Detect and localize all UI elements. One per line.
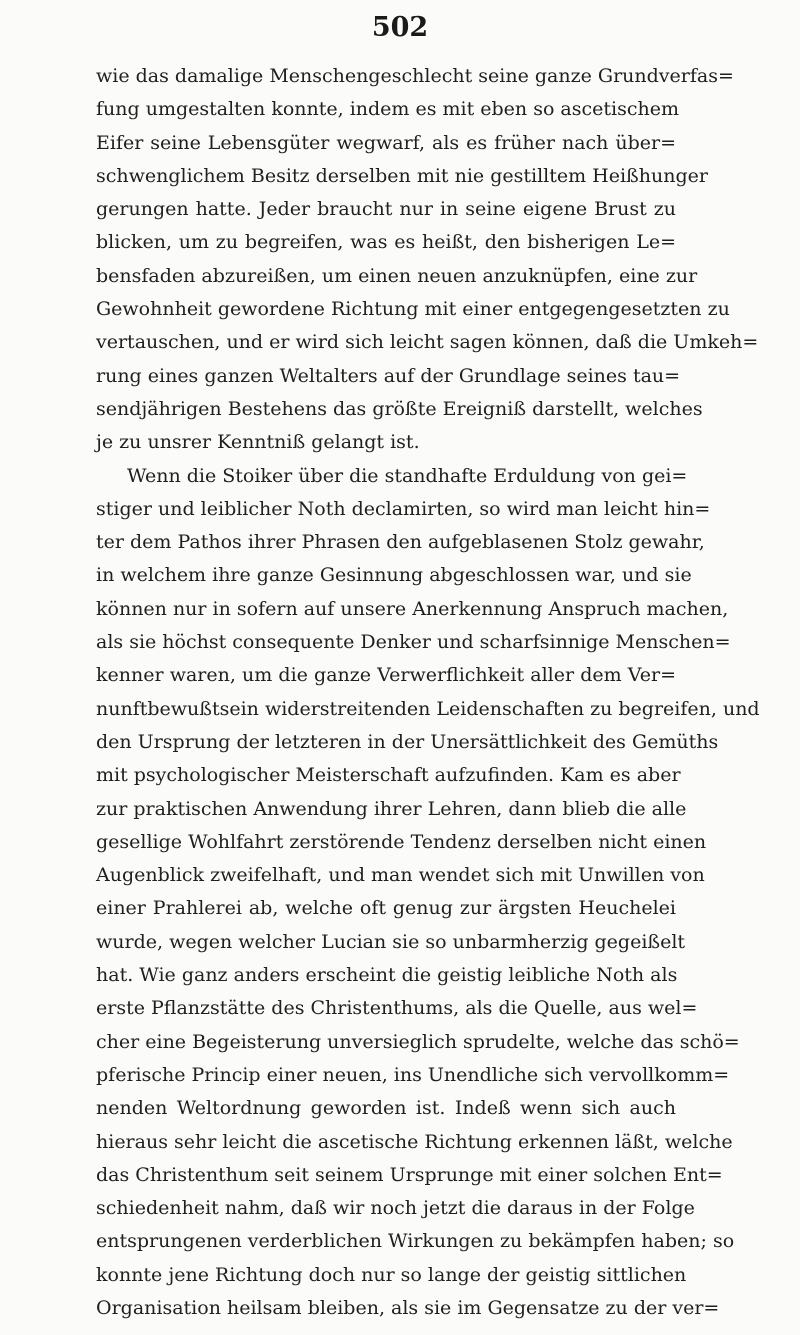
text-line: zur praktischen Anwendung ihrer Lehren, dann blieb die alle <box>96 797 687 820</box>
text-line: blicken, um zu begreifen, was es heißt, den bisherigen Le= <box>96 231 676 254</box>
text-line: Eifer seine Lebensgüter wegwarf, als es früher nach über= <box>96 131 676 154</box>
text-line: vertauschen, und er wird sich leicht sagen können, daß die Umkeh= <box>96 331 759 354</box>
text-line: wurde, wegen welcher Lucian sie so unbarmherzig gegeißelt <box>96 930 686 953</box>
text-line: das Christenthum seit seinem Ursprunge mit einer solchen Ent= <box>96 1163 723 1186</box>
text-line: pferische Princip einer neuen, ins Unendliche sich vervollkomm= <box>96 1063 730 1086</box>
body-text <box>96 60 760 1325</box>
text-line: fung umgestalten konnte, indem es mit eben so ascetischem <box>96 98 679 121</box>
text-line: in welchem ihre ganze Gesinnung abgeschlossen war, und sie <box>96 564 692 587</box>
text-line: nenden Weltordnung geworden ist. Indeß wenn sich auch <box>96 1097 676 1120</box>
text-line: erste Pflanzstätte des Christenthums, als die Quelle, aus wel= <box>96 997 698 1020</box>
text-line: gesellige Wohlfahrt zerstörende Tendenz derselben nicht einen <box>96 830 707 853</box>
text-line: sendjährigen Bestehens das größte Ereigniß darstellt, welches <box>96 397 703 420</box>
text-line: stiger und leiblicher Noth declamirten, so wird man leicht hin= <box>96 497 711 520</box>
text-line: je zu unsrer Kenntniß gelangt ist. <box>96 431 420 454</box>
text-line: mit psychologischer Meisterschaft aufzufinden. Kam es aber <box>96 764 681 787</box>
text-line: Organisation heilsam bleiben, als sie im Gegensatze zu der ver= <box>96 1296 720 1319</box>
text-line: als sie höchst consequente Denker und scharfsinnige Menschen= <box>96 631 731 654</box>
text-line: bensfaden abzureißen, um einen neuen anzuknüpfen, eine zur <box>96 264 698 287</box>
text-line: können nur in sofern auf unsere Anerkennung Anspruch machen, <box>96 597 729 620</box>
text-line: kenner waren, um die ganze Verwerflichkeit aller dem Ver= <box>96 664 676 687</box>
text-line: wie das damalige Menschengeschlecht seine ganze Grundverfas= <box>96 65 734 87</box>
text-line: hieraus sehr leicht die ascetische Richtung erkennen läßt, welche <box>96 1130 733 1153</box>
text-line: cher eine Begeisterung unversieglich sprudelte, welche das schö= <box>96 1030 740 1053</box>
text-line: schwenglichem Besitz derselben mit nie gestilltem Heißhunger <box>96 164 708 187</box>
text-line: ter dem Pathos ihrer Phrasen den aufgeblasenen Stolz gewahr, <box>96 531 705 554</box>
page-number: 502 <box>371 12 429 43</box>
text-line: konnte jene Richtung doch nur so lange der geistig sittlichen <box>96 1263 687 1286</box>
text-line: Gewohnheit gewordene Richtung mit einer entgegengesetzten zu <box>96 298 730 321</box>
text-line: Wenn die Stoiker über die standhafte Erduldung von gei= <box>127 464 688 487</box>
text-line: entsprungenen verderblichen Wirkungen zu bekämpfen haben; so <box>96 1230 735 1253</box>
text-line: rung eines ganzen Weltalters auf der Grundlage seines tau= <box>96 364 681 387</box>
text-line: gerungen hatte. Jeder braucht nur in seine eigene Brust zu <box>96 198 676 221</box>
text-line: Augenblick zweifelhaft, und man wendet sich mit Unwillen von <box>96 864 705 887</box>
text-line: den Ursprung der letzteren in der Unersättlichkeit des Gemüths <box>96 730 719 753</box>
text-line: nunftbewußtsein widerstreitenden Leidenschaften zu begreifen, und <box>96 697 760 720</box>
text-line: hat. Wie ganz anders erscheint die geistig leibliche Noth als <box>96 964 678 987</box>
text-line: schiedenheit nahm, daß wir noch jetzt die daraus in der Folge <box>96 1197 695 1220</box>
text-line: einer Prahlerei ab, welche oft genug zur ärgsten Heuchelei <box>96 897 676 920</box>
